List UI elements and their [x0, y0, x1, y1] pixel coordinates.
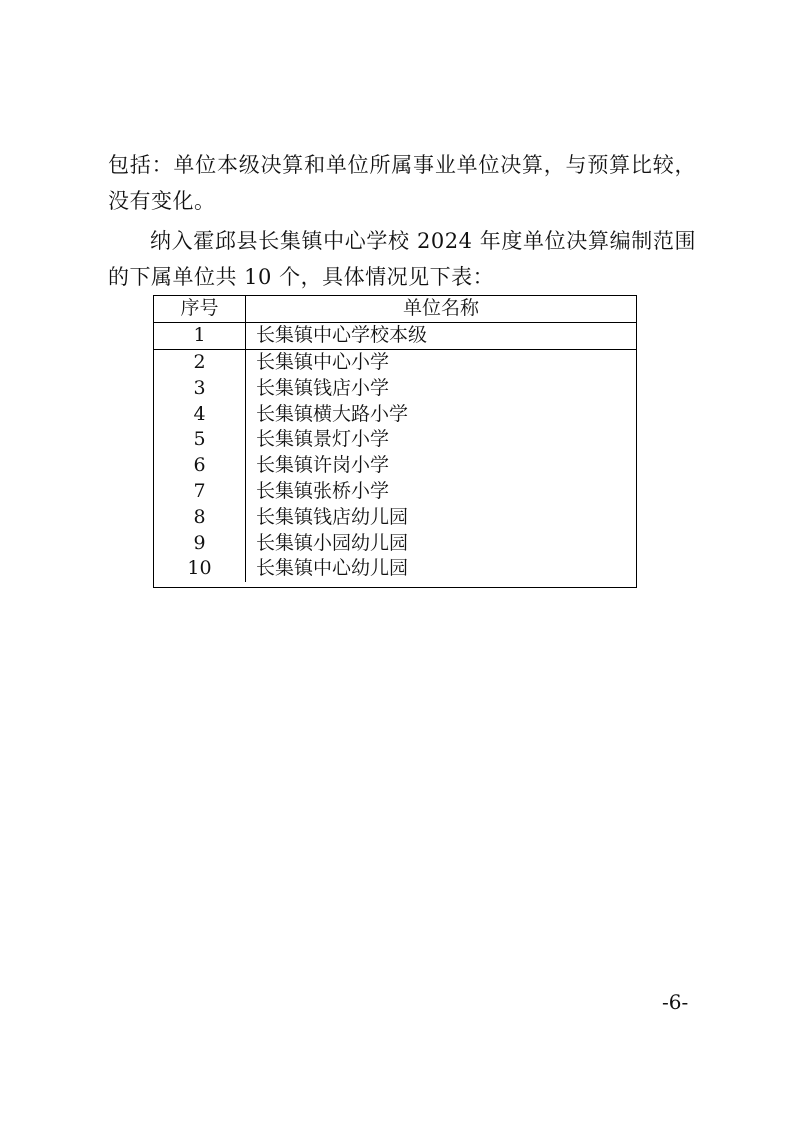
row-unit-name: 长集镇中心小学	[256, 350, 390, 373]
row-serial-number: 6	[154, 453, 246, 479]
table-row	[154, 504, 636, 530]
table-row	[154, 322, 636, 349]
body-paragraph-scope: 包括：单位本级决算和单位所属事业单位决算，与预算比较，没有变化。	[108, 153, 696, 213]
table-row	[154, 427, 636, 453]
row-unit-name: 长集镇中心幼儿园	[256, 557, 409, 580]
table-row	[154, 453, 636, 479]
row-unit-name: 长集镇横大路小学	[256, 402, 409, 425]
table-row	[154, 556, 636, 582]
row-unit-name: 长集镇景灯小学	[256, 428, 390, 451]
row-unit-name: 长集镇钱店幼儿园	[256, 505, 409, 528]
row-serial-number: 3	[154, 375, 246, 401]
table-header-row	[154, 296, 636, 322]
table-row	[154, 349, 636, 375]
row-unit-name: 长集镇钱店小学	[256, 376, 390, 399]
table-row	[154, 530, 636, 556]
table-row	[154, 479, 636, 505]
row-serial-number: 10	[154, 556, 246, 582]
row-serial-number: 5	[154, 427, 246, 453]
row-unit-name: 长集镇中心学校本级	[246, 322, 637, 349]
header-serial-number: 序号	[154, 296, 246, 322]
row-serial-number: 1	[154, 322, 246, 349]
header-unit-name: 单位名称	[246, 296, 637, 322]
row-unit-name: 长集镇许岗小学	[256, 454, 390, 477]
table-row	[154, 401, 636, 427]
row-serial-number: 8	[154, 504, 246, 530]
row-serial-number: 2	[154, 349, 246, 375]
units-table	[154, 296, 636, 582]
row-serial-number: 7	[154, 479, 246, 505]
row-serial-number: 9	[154, 530, 246, 556]
row-unit-name: 长集镇张桥小学	[256, 479, 390, 502]
body-paragraph-units-intro: 纳入霍邱县长集镇中心学校 2024 年度单位决算编制范围的下属单位共 10 个，具体情况见下表：	[108, 229, 696, 289]
page-number: -6-	[662, 990, 689, 1014]
row-unit-name: 长集镇小园幼儿园	[256, 531, 409, 554]
table-row	[154, 375, 636, 401]
row-serial-number: 4	[154, 401, 246, 427]
